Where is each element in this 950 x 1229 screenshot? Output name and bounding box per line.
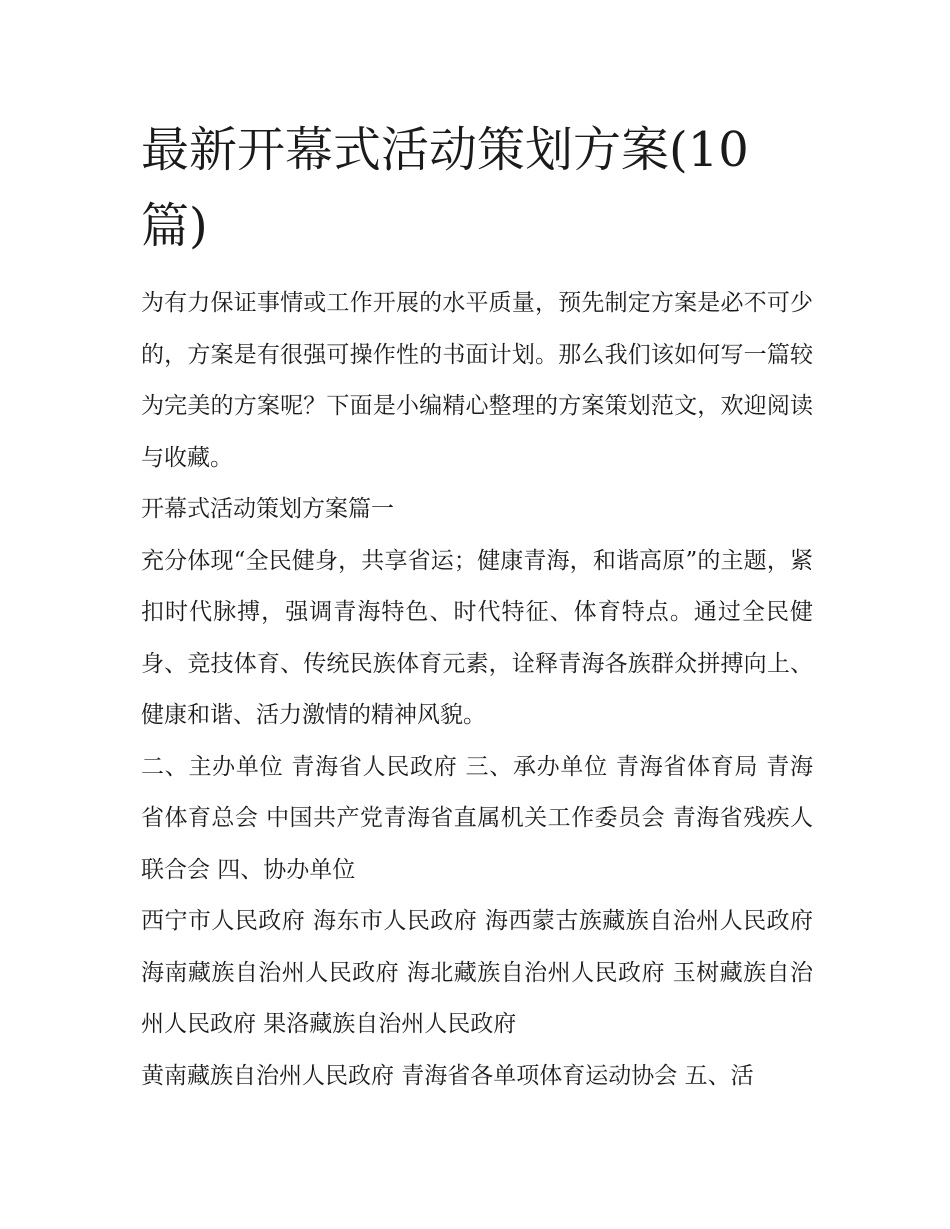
section-heading: 开幕式活动策划方案篇一 bbox=[141, 496, 394, 522]
paragraph-continued: 黄南藏族自治州人民政府 青海省各单项体育运动协会 五、活 bbox=[141, 1062, 754, 1089]
paragraph-organizers: 二、主办单位 青海省人民政府 三、承办单位 青海省体育局 青海省体育总会 中国共产党青海省直属机关工作委员会 青海省残疾人联合会 四、协办单位 bbox=[141, 753, 813, 883]
document-page bbox=[141, 112, 813, 1102]
document-title: 最新开幕式活动策划方案(10篇) bbox=[141, 122, 749, 254]
paragraph-co-organizers: 西宁市人民政府 海东市人民政府 海西蒙古族藏族自治州人民政府 海南藏族自治州人民政府 海北藏族自治州人民政府 玉树藏族自治州人民政府 果洛藏族自治州人民政府 bbox=[141, 908, 813, 1037]
paragraph-intro: 为有力保证事情或工作开展的水平质量，预先制定方案是必不可少的，方案是有很强可操作性的书面计划。那么我们该如何写一篇较为完美的方案呢？下面是小编精心整理的方案策划范文，欢迎阅读与收藏。 bbox=[141, 290, 813, 471]
paragraph-theme: 充分体现“全民健身，共享省运；健康青海，和谐高原”的主题，紧扣时代脉搏，强调青海特色、时代特征、体育特点。通过全民健身、竞技体育、传统民族体育元素，诠释青海各族群众拼搏向上、健康和谐、活力激情的精神风貌。 bbox=[141, 547, 813, 728]
